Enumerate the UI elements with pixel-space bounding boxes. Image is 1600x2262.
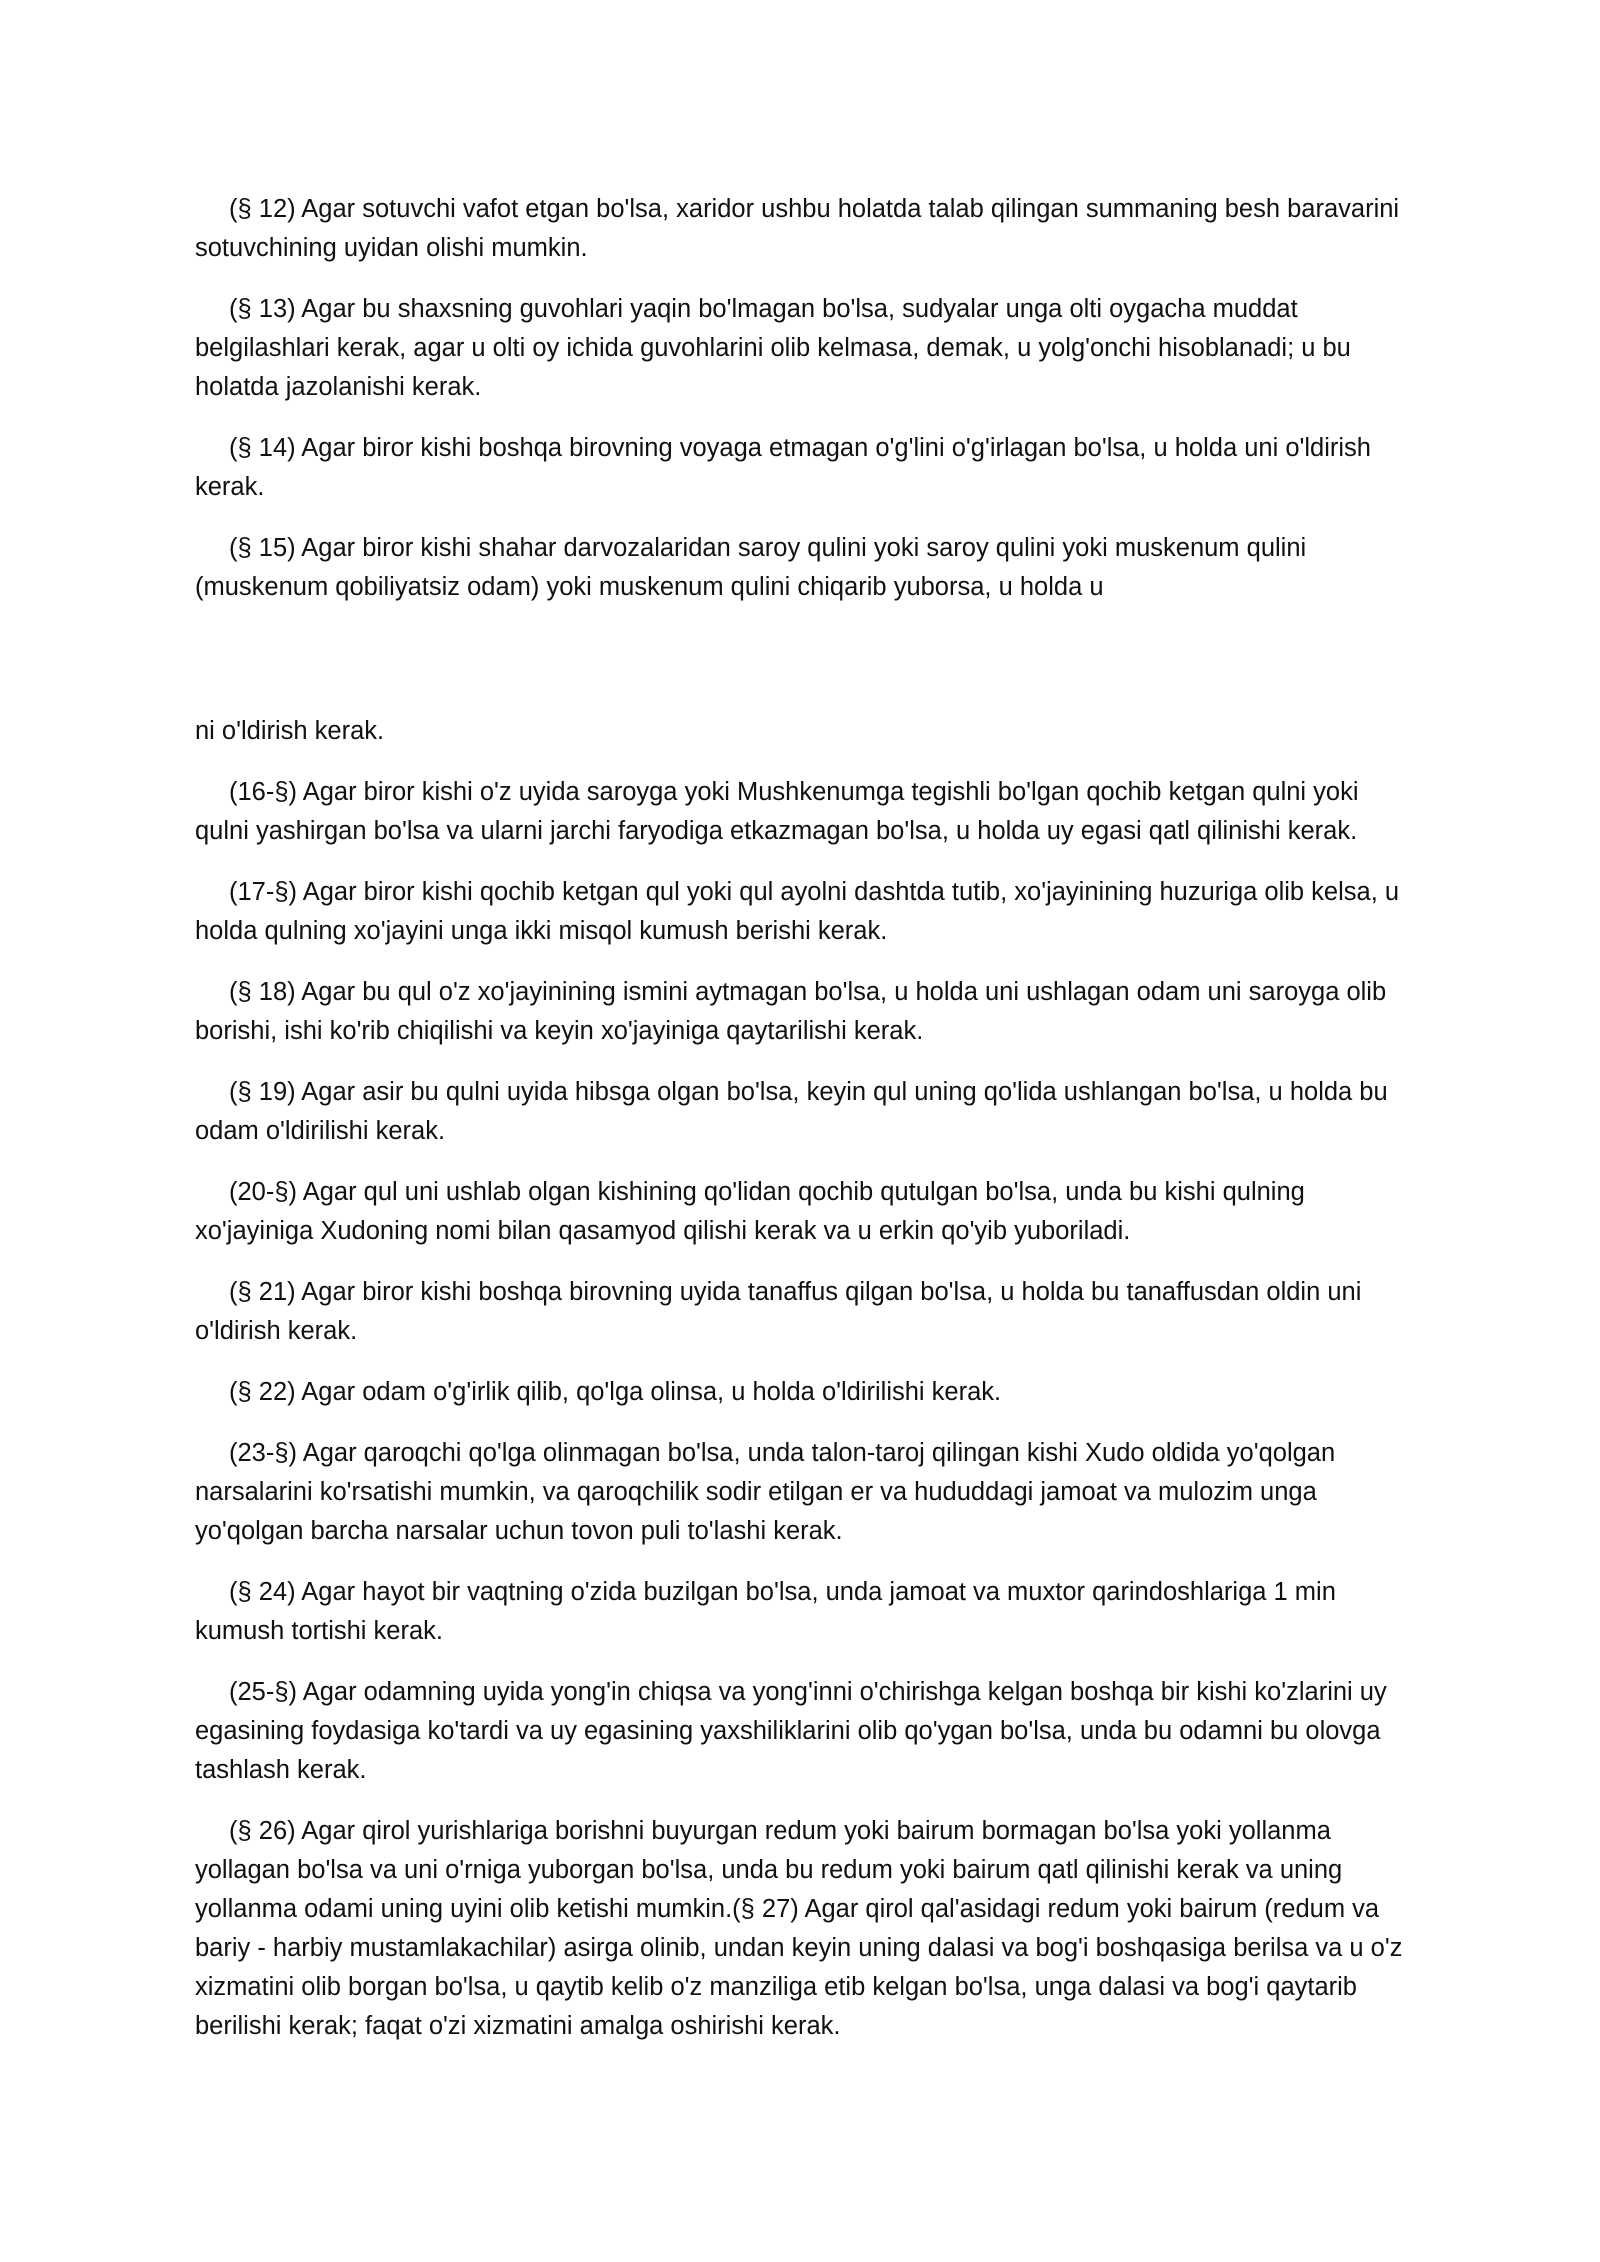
paragraph-14: (§ 14) Agar biror kishi boshqa birovning voyaga etmagan o'g'lini o'g'irlagan bo'lsa, u holda uni o'ldirish kerak. [195,434,1371,501]
paragraph-22: (§ 22) Agar odam o'g'irlik qilib, qo'lga olinsa, u holda o'ldirilishi kerak. [229,1378,1002,1406]
paragraph-25: (25-§) Agar odamning uyida yong'in chiqsa va yong'inni o'chirishga kelgan boshqa bir kishi ko'zlarini uy egasining foydasiga ko'tardi va uy egasining yaxshiliklarini olib qo'ygan bo'lsa, unda bu odamni bu olovga tashlash kerak. [195,1678,1387,1784]
paragraph-19: (§ 19) Agar asir bu qulni uyida hibsga olgan bo'lsa, keyin qul uning qo'lida ushlangan bo'lsa, u holda bu odam o'ldirilishi kerak. [195,1078,1388,1145]
paragraph-20: (20-§) Agar qul uni ushlab olgan kishining qo'lidan qochib qutulgan bo'lsa, unda bu kishi qulning xo'jayiniga Xudoning nomi bilan qasamyod qilishi kerak va u erkin qo'yib yuboriladi. [195,1178,1305,1245]
document-page [195,190,1417,2068]
paragraph-15: (§ 15) Agar biror kishi shahar darvozalaridan saroy qulini yoki saroy qulini yoki muskenum qulini (muskenum qobiliyatsiz odam) yoki muskenum qulini chiqarib yuborsa, u holda u [195,534,1307,601]
paragraph-16: (16-§) Agar biror kishi o'z uyida saroyga yoki Mushkenumga tegishli bo'lgan qochib ketgan qulni yoki qulni yashirgan bo'lsa va ularni jarchi faryodiga etkazmagan bo'lsa, u holda uy egasi qatl qilinishi kerak. [195,778,1359,845]
paragraph-15-continued: ni o'ldirish kerak. [195,717,385,745]
page-break-gap [195,629,1417,712]
paragraph-21: (§ 21) Agar biror kishi boshqa birovning uyida tanaffus qilgan bo'lsa, u holda bu tanaffusdan oldin uni o'ldirish kerak. [195,1278,1362,1345]
paragraph-24: (§ 24) Agar hayot bir vaqtning o'zida buzilgan bo'lsa, unda jamoat va muxtor qarindoshlariga 1 min kumush tortishi kerak. [195,1578,1336,1645]
paragraph-23: (23-§) Agar qaroqchi qo'lga olinmagan bo'lsa, unda talon-taroj qilingan kishi Xudo oldida yo'qolgan narsalarini ko'rsatishi mumkin, va qaroqchilik sodir etilgan er va hududdagi jamoat va mulozim unga yo'qolgan barcha narsalar uchun tovon puli to'lashi kerak. [195,1439,1336,1545]
paragraph-13: (§ 13) Agar bu shaxsning guvohlari yaqin bo'lmagan bo'lsa, sudyalar unga olti oygacha muddat belgilashlari kerak, agar u olti oy ichida guvohlarini olib kelmasa, demak, u yolg'onchi hisoblanadi; u bu holatda jazolanishi kerak. [195,295,1351,401]
paragraph-26-27: (§ 26) Agar qirol yurishlariga borishni buyurgan redum yoki bairum bormagan bo'lsa yoki yollanma yollagan bo'lsa va uni o'rniga yuborgan bo'lsa, unda bu redum yoki bairum qatl qilinishi kerak va uning yollanma odami uning uyini olib ketishi mumkin.(§ 27) Agar qirol qal'asidagi redum yoki bairum (redum va bariy - harbiy mustamlakachilar) asirga olinib, undan keyin uning dalasi va bog'i boshqasiga berilsa va u o'z xizmatini olib borgan bo'lsa, u qaytib kelib o'z manziliga etib kelgan bo'lsa, unga dalasi va bog'i qaytarib berilishi kerak; faqat o'zi xizmatini amalga oshirishi kerak. [195,1817,1403,2040]
paragraph-12: (§ 12) Agar sotuvchi vafot etgan bo'lsa, xaridor ushbu holatda talab qilingan summaning besh baravarini sotuvchining uyidan olishi mumkin. [195,195,1400,262]
paragraph-18: (§ 18) Agar bu qul o'z xo'jayinining ismini aytmagan bo'lsa, u holda uni ushlagan odam uni saroyga olib borishi, ishi ko'rib chiqilishi va keyin xo'jayiniga qaytarilishi kerak. [195,978,1387,1045]
paragraph-17: (17-§) Agar biror kishi qochib ketgan qul yoki qul ayolni dashtda tutib, xo'jayinining huzuriga olib kelsa, u holda qulning xo'jayini unga ikki misqol kumush berishi kerak. [195,878,1400,945]
